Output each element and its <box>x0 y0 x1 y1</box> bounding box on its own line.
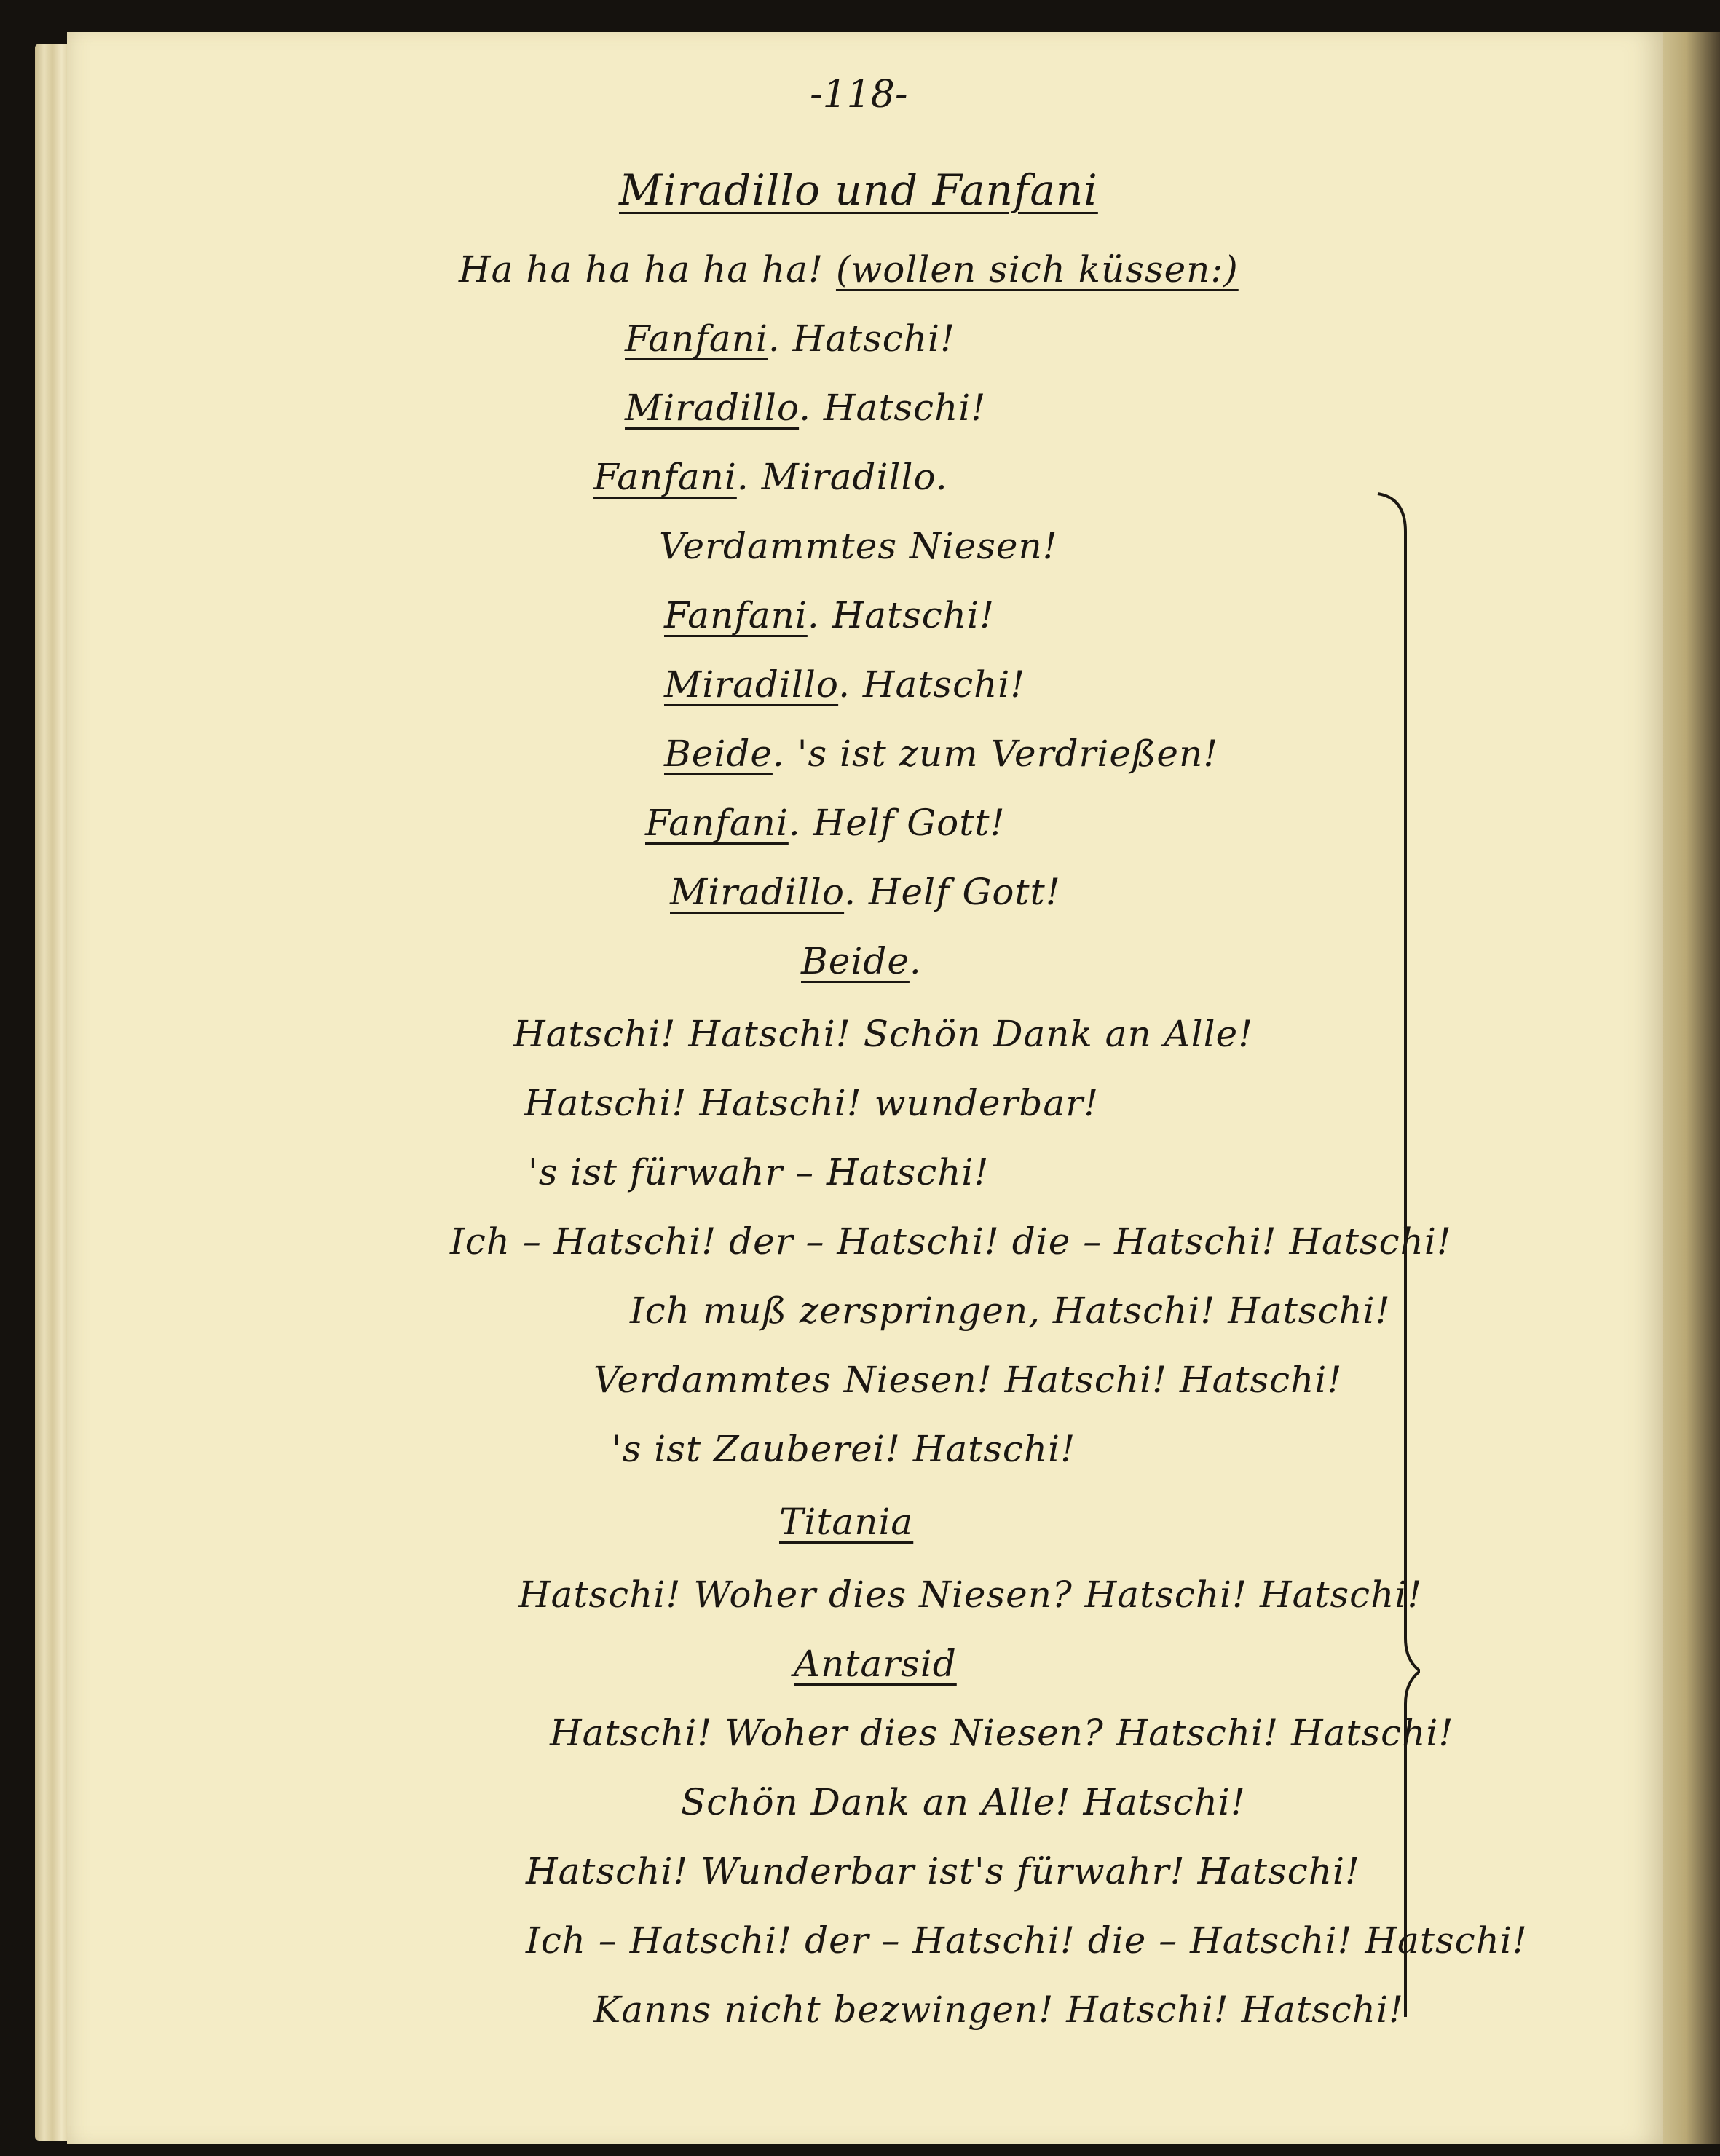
speech: Helf Gott! <box>868 871 1061 913</box>
line-14: 's ist fürwahr – Hatschi! <box>528 1151 990 1193</box>
line-9: Fanfani. Helf Gott! <box>645 802 1006 844</box>
line-15: Ich – Hatschi! der – Hatschi! die – Hatschi! Hatschi! <box>450 1220 1452 1263</box>
line-11: Beide. <box>801 940 922 982</box>
speaker: Fanfani <box>593 456 737 498</box>
line-25: Ich – Hatschi! der – Hatschi! die – Hatschi! Hatschi! <box>526 1919 1528 1962</box>
speaker: Beide <box>664 733 773 775</box>
line-3: Miradillo. Hatschi! <box>625 387 987 429</box>
speaker: Fanfani <box>645 802 789 844</box>
speech: Hatschi! <box>862 663 1026 706</box>
stage-direction: (wollen sich küssen:) <box>835 248 1239 291</box>
line-23: Schön Dank an Alle! Hatschi! <box>681 1781 1246 1823</box>
speech: Helf Gott! <box>813 802 1006 844</box>
line-5: Verdammtes Niesen! <box>659 525 1058 567</box>
speaker: Titania <box>779 1501 914 1543</box>
line-21 <box>794 1643 957 1685</box>
right-brace <box>1376 488 1420 2017</box>
line-13: Hatschi! Hatschi! wunderbar! <box>524 1082 1100 1124</box>
speaker: Miradillo <box>670 871 845 913</box>
line-2: Fanfani. Hatschi! <box>625 317 956 360</box>
line-1 <box>459 248 1239 291</box>
speaker: Miradillo <box>664 663 839 706</box>
line-4: Fanfani. Miradillo. <box>593 456 948 498</box>
page-number: -118- <box>810 73 908 117</box>
speech: Hatschi! <box>832 594 995 636</box>
line-22: Hatschi! Woher dies Niesen? Hatschi! Hatschi! <box>550 1712 1454 1754</box>
speech: Hatschi! <box>823 387 987 429</box>
line-19 <box>779 1501 914 1543</box>
line-10: Miradillo. Helf Gott! <box>670 871 1061 913</box>
page-title: Miradillo und Fanfani <box>619 165 1098 215</box>
speaker: Miradillo <box>625 387 800 429</box>
speech: Hatschi! <box>792 317 956 360</box>
speaker: Fanfani <box>664 594 808 636</box>
line-8: Beide. 's ist zum Verdrießen! <box>664 733 1219 775</box>
speech: Miradillo. <box>761 456 948 498</box>
line-12: Hatschi! Hatschi! Schön Dank an Alle! <box>513 1013 1254 1055</box>
speech: 's ist zum Verdrießen! <box>797 733 1219 775</box>
line-18: 's ist Zauberei! Hatschi! <box>612 1428 1076 1470</box>
line-6: Fanfani. Hatschi! <box>664 594 995 636</box>
speaker: Beide <box>801 940 910 982</box>
line-16: Ich muß zerspringen, Hatschi! Hatschi! <box>630 1290 1391 1332</box>
line-1-text: Ha ha ha ha ha ha! <box>459 248 824 291</box>
line-20: Hatschi! Woher dies Niesen? Hatschi! Hatschi! <box>518 1573 1423 1616</box>
speaker: Antarsid <box>794 1643 957 1685</box>
line-7: Miradillo. Hatschi! <box>664 663 1026 706</box>
line-26: Kanns nicht bezwingen! Hatschi! Hatschi! <box>593 1989 1405 2031</box>
speaker: Fanfani <box>625 317 768 360</box>
line-24: Hatschi! Wunderbar ist's fürwahr! Hatschi! <box>526 1850 1361 1892</box>
line-17: Verdammtes Niesen! Hatschi! Hatschi! <box>593 1359 1343 1401</box>
